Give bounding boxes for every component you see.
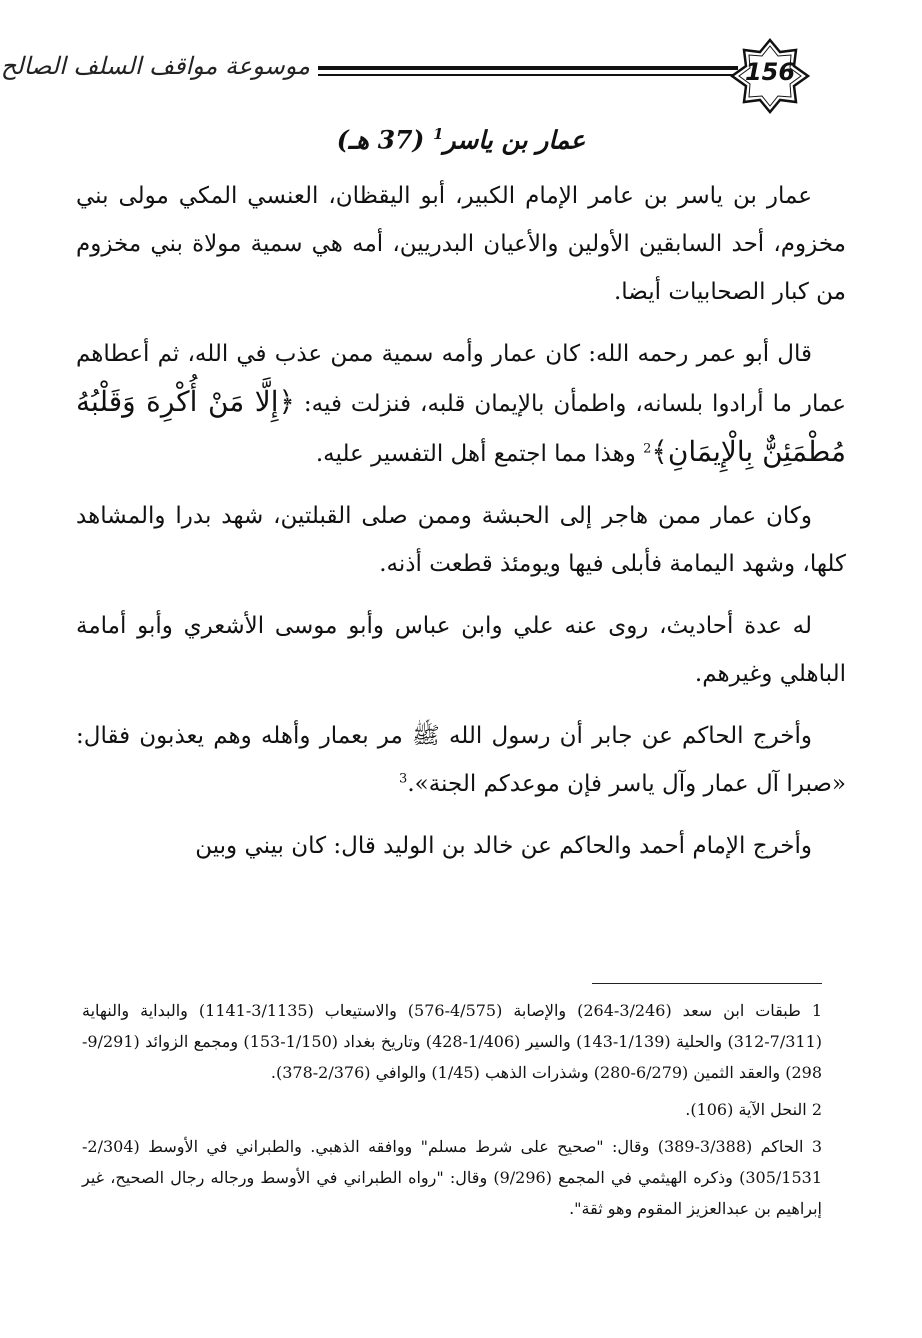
quran-verse: ﴿إِلَّا مَنْ أُكْرِهَ وَقَلْبُهُ مُطْمَئِنٌّ بِالْإِيمَانِ﴾ (76, 385, 846, 469)
paragraph-text: وأخرج الحاكم عن جابر أن رسول الله ﷺ مر بعمار وأهله وهم يعذبون فقال: «صبرا آل عمار وآل ياسر فإن موعدكم الجنة». (76, 723, 846, 798)
footnote-ref: 3 (399, 771, 408, 787)
header-rule (318, 66, 738, 70)
paragraph: وأخرج الإمام أحمد والحاكم عن خالد بن الوليد قال: كان بيني وبين (195, 833, 812, 860)
paragraph (76, 330, 846, 478)
footnote-ref: 1 (433, 125, 444, 143)
article-body (76, 112, 846, 884)
paragraph-text: وهذا مما اجتمع أهل التفسير عليه. (315, 441, 636, 468)
footnote-separator (592, 983, 822, 984)
page-header (0, 38, 830, 118)
header-rule-thin (318, 74, 738, 76)
paragraph: عمار بن ياسر بن عامر الإمام الكبير، أبو اليقظان، العنسي المكي مولى بني مخزوم، أحد السابقين الأولين والأعيان البدريين، أمه هي سمية مولاة بني مخزوم من كبار الصحابيات أيضا. (76, 183, 846, 306)
paragraph-text: قال أبو عمر رحمه الله: كان عمار وأمه سمية ممن عذب في الله، ثم أعطاهم عمار ما أرادوا بلسانه، واطمأن بالإيمان قلبه، فنزلت فيه: (76, 341, 846, 418)
footnote: 3 الحاكم (3/388-389) وقال: "صحيح على شرط مسلم" ووافقه الذهبي. والطبراني في الأوسط (2/304-305/1531) وذكره الهيثمي في المجمع (9/296) وقال: "رواه الطبراني في الأوسط ورجاله رجال الصحيح، غير إبراهيم بن عبدالعزيز المقوم وهو ثقة". (82, 1137, 823, 1218)
series-title: موسوعة مواقف السلف الصالح (0, 52, 310, 80)
page-number: 156 (744, 58, 796, 86)
article-title-name: عمار بن ياسر (443, 125, 586, 155)
paragraph: وكان عمار ممن هاجر إلى الحبشة وممن صلى القبلتين، شهد بدرا والمشاهد كلها، وشهد اليمامة فأبلى فيها ويومئذ قطعت أذنه. (76, 503, 846, 578)
footnotes (82, 995, 822, 1230)
footnote: 1 طبقات ابن سعد (3/246-264) والإصابة (4/575-576) والاستيعاب (3/1135-1141) والبداية والنهاية (7/311-312) والحلية (1/139-143) والسير (1/406-428) وتاريخ بغداد (1/150-153) ومجمع الزوائد (9/291-298) والعقد الثمين (6/279-280) وشذرات الذهب (1/45) والوافي (2/376-378). (82, 1001, 823, 1082)
paragraph (76, 712, 846, 808)
footnote-ref: 2 (643, 441, 652, 457)
article-title (76, 112, 846, 162)
paragraph: له عدة أحاديث، روى عنه علي وابن عباس وأبو موسى الأشعري وأبو أمامة الباهلي وغيرهم. (76, 613, 846, 688)
footnote: 2 النحل الآية (106). (685, 1100, 822, 1119)
article-title-year: (37 هـ) (336, 125, 425, 155)
